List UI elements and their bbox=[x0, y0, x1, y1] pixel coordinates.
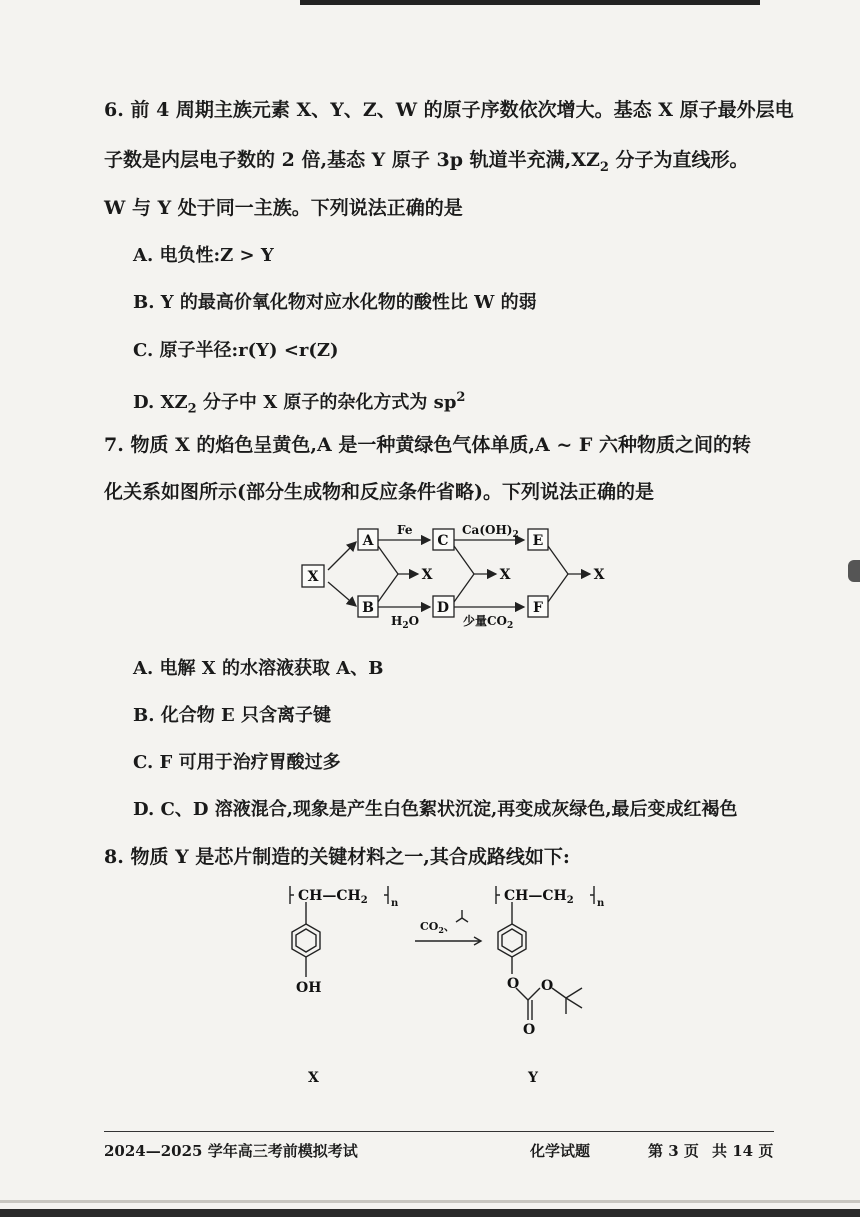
diagram-product-x-2: X bbox=[499, 567, 511, 583]
diagram-node-f: F bbox=[533, 600, 543, 616]
footer-subject: 化学试题 bbox=[530, 1142, 591, 1160]
q6-option-d bbox=[133, 386, 465, 422]
q6-line2-text-b: 分子为直线形。 bbox=[608, 149, 749, 171]
q7-stem-line1: 7. 物质 X 的焰色呈黄色,A 是一种黄绿色气体单质,A ~ F 六种物质之间的转 bbox=[104, 434, 752, 456]
q6-line2-subscript: 2 bbox=[599, 159, 609, 175]
diagram-node-d: D bbox=[436, 600, 450, 616]
diagram-product-x-3: X bbox=[593, 567, 605, 583]
q6-option-a: A. 电负性:Z > Y bbox=[133, 245, 274, 266]
q6-option-b: B. Y 的最高价氧化物对应水化物的酸性比 W 的弱 bbox=[133, 292, 537, 313]
diagram-node-e: E bbox=[532, 533, 544, 549]
x-polymer-chain: $CH—CH_2$ bbox=[298, 888, 368, 906]
q7-conversion-diagram bbox=[290, 520, 620, 635]
q6-stem-line2 bbox=[104, 148, 749, 180]
scan-edge-mark bbox=[848, 560, 860, 582]
diagram-node-a: A bbox=[362, 533, 374, 549]
q6-line2-text-a: 子数是内层电子数的 2 倍,基态 Y 原子 3p 轨道半充满,XZ bbox=[104, 149, 600, 171]
diagram-label-co2: 少量$CO_2$ bbox=[463, 614, 514, 631]
footer-total-pages: 共 14 页 bbox=[712, 1142, 774, 1160]
q6-optd-text-a: D. XZ bbox=[133, 392, 188, 413]
q7-stem-line2: 化关系如图所示(部分生成物和反应条件省略)。下列说法正确的是 bbox=[104, 481, 654, 503]
label-x: X bbox=[308, 1070, 319, 1086]
footer-divider bbox=[104, 1131, 774, 1132]
q6-optd-text-b: 分子中 X 原子的杂化方式为 sp bbox=[196, 392, 457, 413]
label-y: Y bbox=[528, 1070, 538, 1086]
diagram-node-c: C bbox=[437, 533, 449, 549]
q6-optd-subscript: 2 bbox=[187, 401, 197, 417]
q7-option-a: A. 电解 X 的水溶液获取 A、B bbox=[133, 658, 384, 679]
footer-exam-title: 2024—2025 学年高三考前模拟考试 bbox=[104, 1142, 358, 1160]
q8-stem-line1: 8. 物质 Y 是芯片制造的关键材料之一,其合成路线如下: bbox=[104, 846, 570, 868]
q6-stem-line1: 6. 前 4 周期主族元素 X、Y、Z、W 的原子序数依次增大。基态 X 原子最外层电 bbox=[104, 99, 794, 121]
x-polymer-n: n bbox=[391, 898, 399, 909]
y-carbonyl-oxygen: O bbox=[523, 1022, 536, 1038]
diagram-label-fe: Fe bbox=[397, 523, 413, 537]
y-ether-oxygen: O bbox=[507, 976, 520, 992]
diagram-product-x-1: X bbox=[421, 567, 433, 583]
footer-page-number: 第 3 页 bbox=[648, 1142, 699, 1160]
q7-option-b: B. 化合物 E 只含离子键 bbox=[133, 705, 331, 726]
y-ester-oxygen: O bbox=[541, 978, 554, 994]
scan-edge-top bbox=[300, 0, 760, 5]
diagram-label-caoh2: $Ca(OH)_2$ bbox=[462, 523, 519, 540]
diagram-label-h2o: $H_2O$ bbox=[391, 614, 420, 631]
diagram-node-b: B bbox=[362, 600, 374, 616]
y-polymer-chain: $CH—CH_2$ bbox=[504, 888, 574, 906]
q8-synthesis-route bbox=[270, 878, 605, 1093]
q6-optd-superscript: 2 bbox=[456, 390, 466, 405]
scan-edge-bottom bbox=[0, 1209, 860, 1217]
q7-option-c: C. F 可用于治疗胃酸过多 bbox=[133, 752, 341, 773]
diagram-node-x: X bbox=[307, 569, 319, 585]
x-hydroxyl: OH bbox=[296, 980, 322, 996]
y-polymer-n: n bbox=[597, 898, 605, 909]
q6-option-c: C. 原子半径:r(Y) <r(Z) bbox=[133, 340, 339, 361]
reagent-co2: $CO_2$、 bbox=[420, 920, 455, 935]
scan-shadow-bottom bbox=[0, 1200, 860, 1203]
q7-option-d: D. C、D 溶液混合,现象是产生白色絮状沉淀,再变成灰绿色,最后变成红褐色 bbox=[133, 799, 738, 820]
q6-stem-line3: W 与 Y 处于同一主族。下列说法正确的是 bbox=[104, 197, 463, 219]
